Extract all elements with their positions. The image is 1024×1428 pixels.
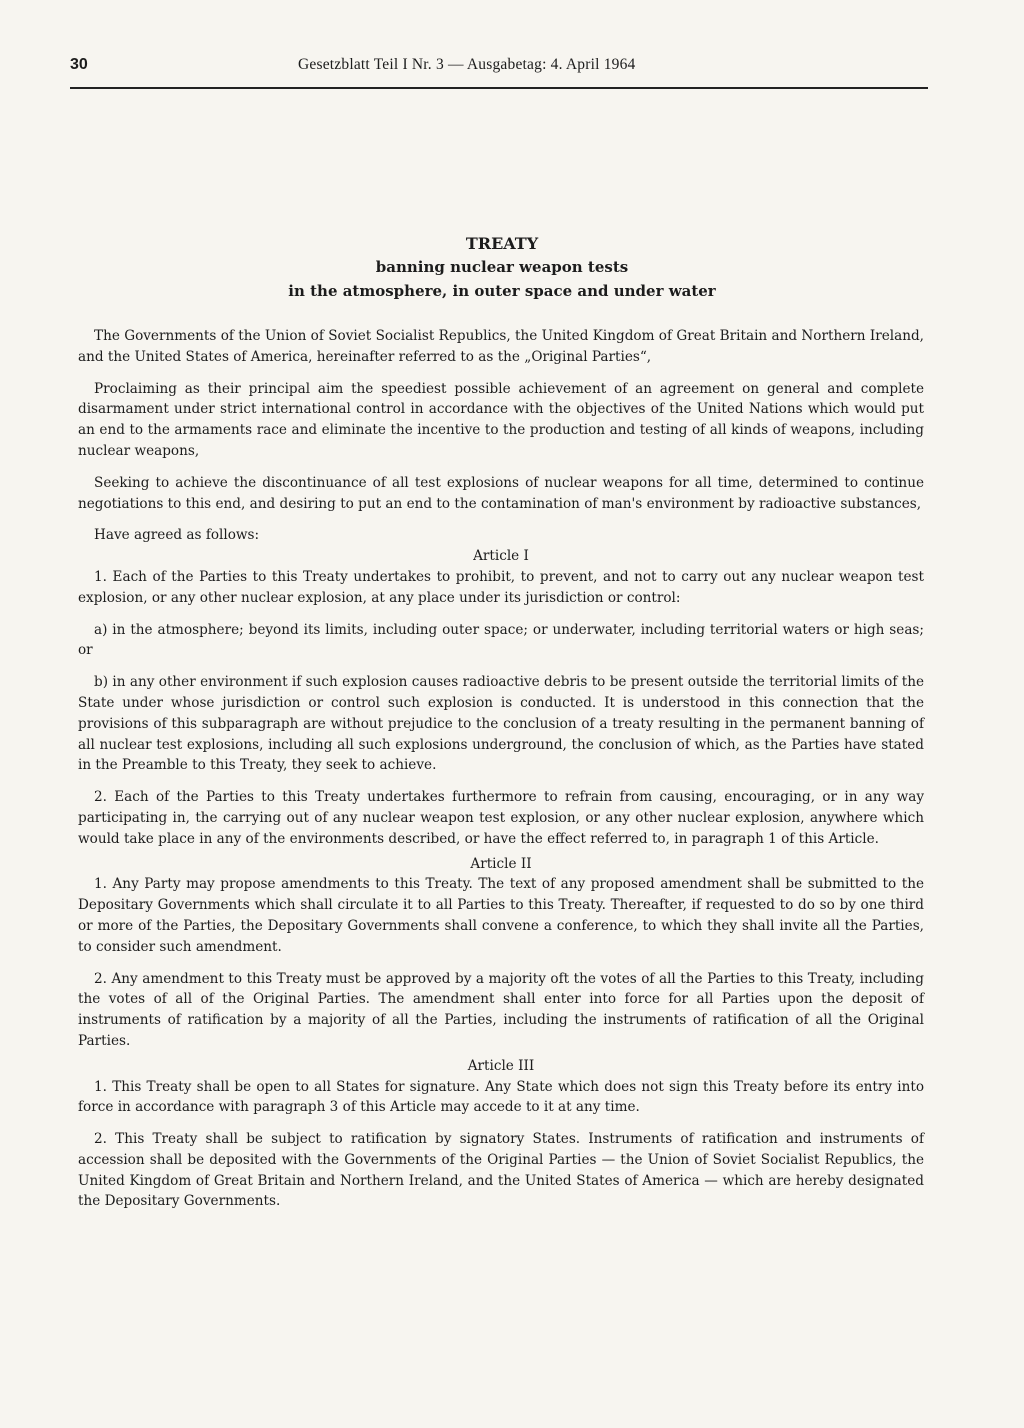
article-1-subparagraph-a: a) in the atmosphere; beyond its limits, including outer space; or underwater, including territorial waters or high seas; or (78, 621, 924, 659)
treaty-body (78, 326, 924, 1212)
article-3-paragraph-1: 1. This Treaty shall be open to all States for signature. Any State which does not sign this Treaty before its entry into force in accordance with paragraph 3 of this Article may accede to it at any time. (78, 1078, 924, 1116)
treaty-title-block (80, 233, 924, 303)
treaty-title: TREATY (465, 234, 539, 253)
page-number: 30 (70, 56, 88, 73)
header-rule (70, 87, 928, 89)
running-head: Gesetzblatt Teil I Nr. 3 — Ausgabetag: 4. April 1964 (298, 56, 636, 73)
article-2-heading: Article II (470, 855, 532, 872)
preamble-paragraph-1: The Governments of the Union of Soviet Socialist Republics, the United Kingdom of Great Britain and Northern Ireland, and the United States of America, hereinafter referred to as the „Original Parties“, (78, 328, 924, 365)
page-header (70, 50, 926, 80)
preamble-agreement: Have agreed as follows: (94, 527, 260, 544)
preamble-paragraph-2: Proclaiming as their principal aim the speediest possible achievement of an agreement on general and complete disarmament under strict international control in accordance with the objectives of the United Nations which would put an end to the armaments race and eliminate the incentive to the production and testing of all kinds of weapons, including nuclear weapons, (78, 380, 924, 459)
article-1-subparagraph-b: b) in any other environment if such explosion causes radioactive debris to be present outside the territorial limits of the State under whose jurisdiction or control such explosion is conducted. It is understood in this connection that the provisions of this subparagraph are without prejudice to the conclusion of a treaty resulting in the permanent banning of all nuclear test explosions, including all such explosions underground, the conclusion of which, as the Parties have stated in the Preamble to this Treaty, they seek to achieve. (78, 674, 924, 774)
article-3-heading: Article III (467, 1057, 535, 1074)
treaty-subtitle-line2: in the atmosphere, in outer space and under water (288, 282, 716, 300)
article-1-heading: Article I (473, 548, 529, 565)
article-1-paragraph-1: 1. Each of the Parties to this Treaty undertakes to prohibit, to prevent, and not to carry out any nuclear weapon test explosion, or any other nuclear explosion, at any place under its jurisdiction or control: (78, 568, 924, 606)
article-1-paragraph-2: 2. Each of the Parties to this Treaty undertakes furthermore to refrain from causing, encouraging, or in any way participating in, the carrying out of any nuclear weapon test explosion, or any other nuclear explosion, anywhere which would take place in any of the environments described, or have the effect referred to, in paragraph 1 of this Article. (78, 789, 924, 847)
treaty-subtitle-line1: banning nuclear weapon tests (375, 258, 629, 276)
preamble-paragraph-3: Seeking to achieve the discontinuance of all test explosions of nuclear weapons for all time, determined to continue negotiations to this end, and desiring to put an end to the contamination of man's environment by radioactive substances, (78, 474, 924, 512)
article-2-paragraph-2: 2. Any amendment to this Treaty must be approved by a majority oft the votes of all the Parties to this Treaty, including the votes of all of the Original Parties. The amendment shall enter into force for all Parties upon the deposit of instruments of ratification by a majority of all the Parties, including the instruments of ratification of all the Original Parties. (78, 970, 924, 1049)
article-2-paragraph-1: 1. Any Party may propose amendments to this Treaty. The text of any proposed amendment shall be submitted to the Depositary Governments which shall circulate it to all Parties to this Treaty. Thereafter, if requested to do so by one third or more of the Parties, the Depositary Governments shall convene a conference, to which they shall invite all the Parties, to consider such amendment. (78, 876, 924, 955)
article-3-paragraph-2: 2. This Treaty shall be subject to ratification by signatory States. Instruments of ratification and instruments of accession shall be deposited with the Governments of the Original Parties — the Union of Soviet Socialist Republics, the United Kingdom of Great Britain and Northern Ireland, and the United States of America — which are hereby designated the Depositary Governments. (78, 1131, 924, 1210)
